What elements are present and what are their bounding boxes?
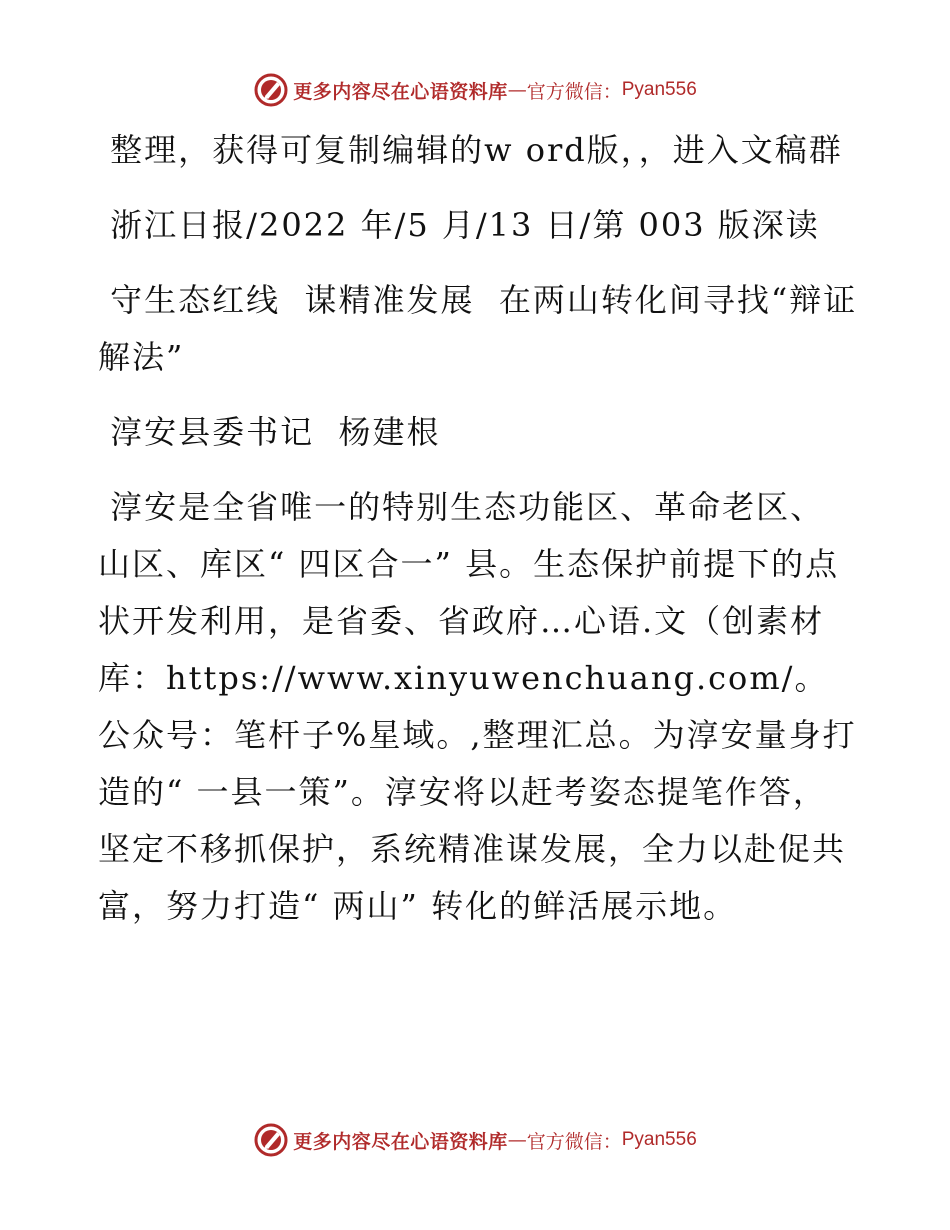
header-watermark <box>0 70 950 110</box>
doc-author: 淳安县委书记 杨建根 <box>98 413 441 451</box>
banner-wechat-label: 官方微信： <box>526 1130 622 1153</box>
doc-source-line: 浙江日报/2022 年/5 月/13 日/第 003 版深读 <box>98 206 820 244</box>
banner-separator: — <box>507 79 527 101</box>
banner-text: 更多内容尽在心语资料库 <box>293 1130 508 1153</box>
banner-text: 更多内容尽在心语资料库 <box>293 80 508 103</box>
doc-title: 守生态红线 谋精准发展 在两山转化间寻找“辩证解法” <box>98 281 858 376</box>
banner-wechat-label: 官方微信： <box>526 80 622 103</box>
doc-body-paragraph: 淳安是全省唯一的特别生态功能区、革命老区、山区、库区“ 四区合一” 县。生态保护前提下的点状开发利用，是省委、省政府…心语.文（创素材库：https://www.xinyuwenchuang.com/。公众号：笔杆子%星域。,整理汇总。为淳安量身打造的“ 一县一策”。淳安将以赶考姿态提笔作答，坚定不移抓保护，系统精准谋发展，全力以赴促共富，努力打造“ 两山” 转化的鲜活展示地。 <box>98 488 857 925</box>
banner-separator: — <box>507 1129 527 1151</box>
document-body <box>98 122 858 953</box>
pen-logo-icon <box>253 1122 289 1158</box>
pen-logo-icon <box>253 72 289 108</box>
footer-watermark <box>0 1120 950 1160</box>
banner-wechat-id: Pyan556 <box>621 1129 697 1150</box>
doc-intro-line: 整理，获得可复制编辑的w ord版，，进入文稿群 <box>98 131 843 169</box>
banner-wechat-id: Pyan556 <box>621 79 697 100</box>
